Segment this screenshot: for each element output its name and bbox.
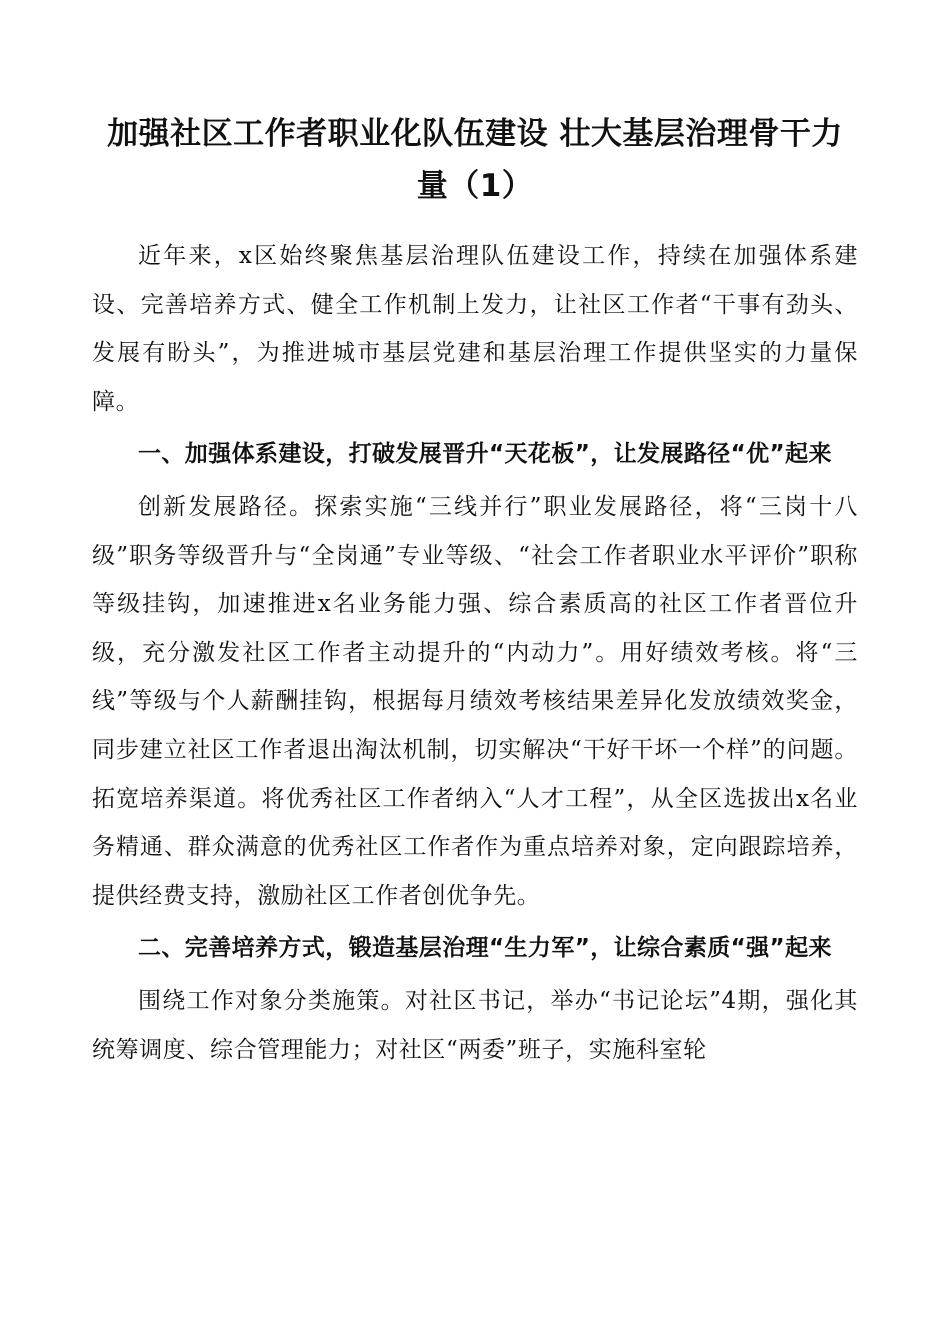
section-1-heading: 一、加强体系建设，打破发展晋升“天花板”，让发展路径“优”起来	[138, 441, 832, 468]
section-1-body: 创新发展路径。探索实施“三线并行”职业发展路径，将“三岗十八级”职务等级晋升与“全岗通”专业等级、“社会工作者职业水平评价”职称等级挂钩，加速推进x名业务能力强、综合素质高的社区工作者晋位升级，充分激发社区工作者主动提升的“内动力”。用好绩效考核。将“三线”等级与个人薪酬挂钩，根据每月绩效考核结果差异化发放绩效奖金，同步建立社区工作者退出淘汰机制，切实解决“干好干坏一个样”的问题。拓宽培养渠道。将优秀社区工作者纳入“人才工程”，从全区选拔出x名业务精通、群众满意的优秀社区工作者作为重点培养对象，定向跟踪培养，提供经费支持，激励社区工作者创优争先。	[92, 493, 858, 909]
section-2-heading: 二、完善培养方式，锻造基层治理“生力军”，让综合素质“强”起来	[138, 935, 832, 962]
section-2-body: 围绕工作对象分类施策。对社区书记，举办“书记论坛”4期，强化其统筹调度、综合管理能力；对社区“两委”班子，实施科室轮	[92, 987, 858, 1063]
intro-paragraph: 近年来，x区始终聚焦基层治理队伍建设工作，持续在加强体系建设、完善培养方式、健全工作机制上发力，让社区工作者“干事有劲头、发展有盼头”，为推进城市基层党建和基层治理工作提供坚实的力量保障。	[92, 243, 858, 415]
document-page	[92, 108, 858, 1074]
document-title: 加强社区工作者职业化队伍建设 壮大基层治理骨干力量（1）	[107, 116, 843, 204]
